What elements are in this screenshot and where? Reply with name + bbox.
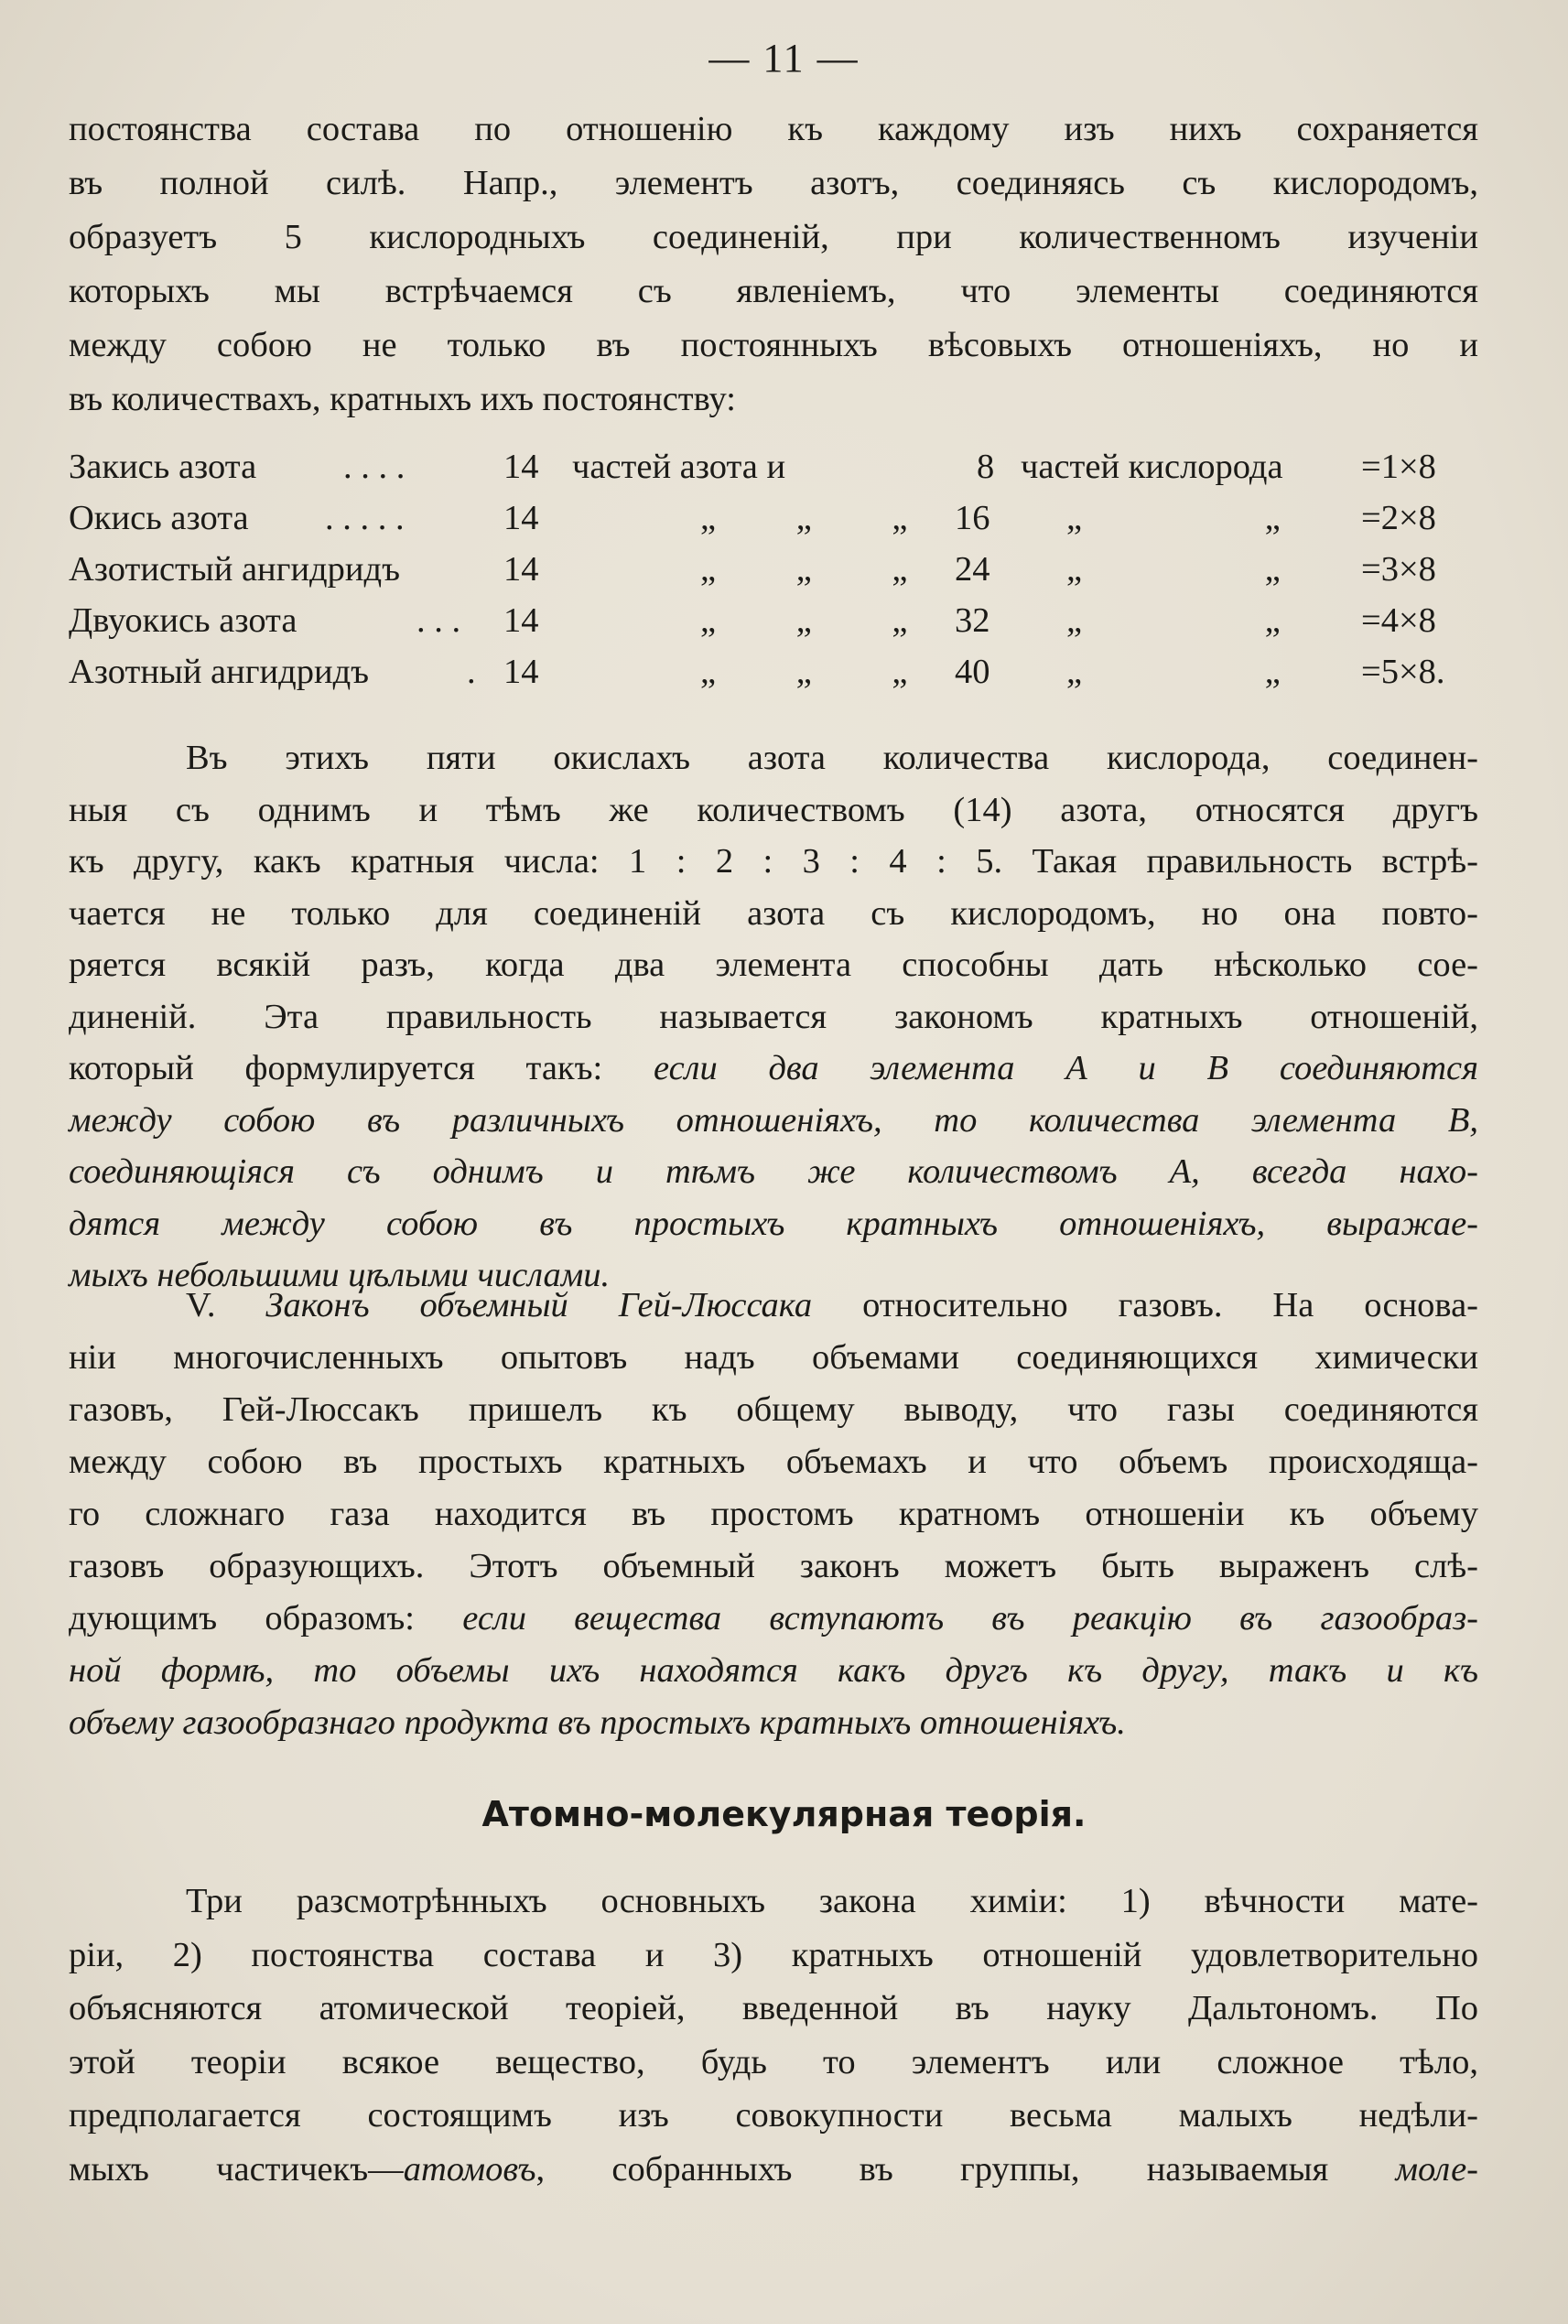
text-line: ніи многочисленныхъ опытовъ надъ объемами соединяющихся химически xyxy=(69,1338,1478,1377)
compound-name: Окись азота xyxy=(69,499,249,537)
term-atoms: атомовъ xyxy=(403,2149,536,2189)
leader-dots: . . . xyxy=(416,601,461,640)
nitrogen-parts: 14 xyxy=(503,653,539,691)
text-run: , собранныхъ въ группы, называемыя xyxy=(535,2149,1396,2189)
oxygen-parts: 32 xyxy=(955,601,990,640)
oxygen-parts: 40 xyxy=(955,653,990,691)
paragraph-multiple-proportions xyxy=(69,732,1478,1302)
leader-dots: . . . . xyxy=(343,448,406,486)
text-line: объясняются атомической теоріей, введенной въ науку Дальтономъ. По xyxy=(69,1989,1478,2027)
law-statement-line: объему газообразнаго продукта въ простыхъ кратныхъ отношеніяхъ. xyxy=(69,1703,1126,1742)
ratio: =1×8 xyxy=(1361,448,1436,486)
compound-name: Закись азота xyxy=(69,448,257,486)
section-heading: Атомно-молекулярная теорія. xyxy=(481,1794,1087,1834)
text-line: чается не только для соединеній азота съ кислородомъ, но она повто- xyxy=(69,893,1478,933)
law-statement-line: дятся между собою въ простыхъ кратныхъ отношеніяхъ, выражае- xyxy=(69,1204,1478,1243)
text-run: относительно газовъ. На основа- xyxy=(812,1286,1479,1324)
text-line: ряется всякій разъ, когда два элемента способны дать нѣсколько сое- xyxy=(69,946,1478,984)
text-run: дующимъ образомъ: xyxy=(69,1599,463,1638)
law-statement: если два элемента А и В соединяются xyxy=(653,1049,1478,1087)
text-line: газовъ образующихъ. Этотъ объемный законъ можетъ быть выраженъ слѣ- xyxy=(69,1547,1478,1585)
text-line: между собою въ простыхъ кратныхъ объемахъ и что объемъ происходяща- xyxy=(69,1443,1478,1481)
text-line: къ другу, какъ кратныя числа: 1 : 2 : 3 : 4 : 5. Такая правильность встрѣ- xyxy=(69,842,1478,881)
nitrogen-parts: 14 xyxy=(503,499,539,537)
page-number: — 11 — xyxy=(708,36,860,81)
leader-dots: . . . . . xyxy=(325,499,405,537)
ratio: =2×8 xyxy=(1361,499,1436,537)
text-line: предполагается состоящимъ изъ совокупности весьма малыхъ недѣли- xyxy=(69,2096,1478,2135)
text-line: Въ этихъ пяти окислахъ азота количества кислорода, соединен- xyxy=(186,739,1478,777)
oxygen-parts: 16 xyxy=(955,499,990,537)
text-line: постоянства состава по отношенію къ каждому изъ нихъ сохраняется xyxy=(69,110,1478,148)
text-line: въ количествахъ, кратныхъ ихъ постоянству: xyxy=(69,380,736,418)
unit-label: частей азота и xyxy=(572,448,786,486)
law-statement-line: мыхъ небольшими цѣлыми числами. xyxy=(69,1256,611,1294)
text-run: V. xyxy=(186,1286,266,1324)
ditto-marks: „ „ xyxy=(1066,601,1281,640)
text-run: мыхъ частичекъ— xyxy=(69,2149,404,2189)
oxygen-parts: 8 xyxy=(977,448,995,486)
compound-name: Двуокись азота xyxy=(69,601,297,640)
text-line: образуетъ 5 кислородныхъ соединеній, при количественномъ изученіи xyxy=(69,218,1478,256)
ditto-marks: „ „ xyxy=(1066,499,1281,537)
text-line: между собою не только въ постоянныхъ вѣсовыхъ отношеніяхъ, но и xyxy=(69,326,1478,364)
text-line: ріи, 2) постоянства состава и 3) кратныхъ отношеній удовлетворительно xyxy=(69,1935,1478,1974)
oxygen-parts: 24 xyxy=(955,550,990,589)
text-line: которыхъ мы встрѣчаемся съ явленіемъ, что элементы соединяются xyxy=(69,272,1478,310)
law-title: Законъ объемный Гей-Люссака xyxy=(265,1286,813,1324)
ditto-marks: „ „ „ xyxy=(700,499,908,537)
paragraph-atomic-theory xyxy=(69,1875,1478,2196)
paragraph-intro xyxy=(69,103,1478,427)
law-statement-line: соединяющіяся съ однимъ и тѣмъ же количествомъ А, всегда нахо- xyxy=(69,1152,1478,1191)
nitrogen-parts: 14 xyxy=(503,601,539,640)
text-line xyxy=(69,2143,1478,2197)
term-molecules: моле- xyxy=(1395,2149,1478,2189)
compound-name: Азотный ангидридъ xyxy=(69,653,370,691)
text-line xyxy=(69,1043,1478,1095)
ratio: =5×8. xyxy=(1361,653,1445,691)
text-line xyxy=(69,1593,1478,1645)
nitrogen-parts: 14 xyxy=(503,550,539,589)
text-line: въ полной силѣ. Напр., элементъ азотъ, соединяясь съ кислородомъ, xyxy=(69,164,1478,202)
text-run: который формулируется такъ: xyxy=(69,1049,654,1087)
unit-label: частей кислорода xyxy=(1021,448,1283,486)
text-line xyxy=(69,1280,1478,1332)
text-line: диненій. Эта правильность называется закономъ кратныхъ отношеній, xyxy=(69,997,1478,1036)
text-line: ныя съ однимъ и тѣмъ же количествомъ (14) азота, относятся другъ xyxy=(69,790,1478,829)
text-line: этой теоріи всякое вещество, будь то элементъ или сложное тѣло, xyxy=(69,2042,1478,2081)
ratio: =4×8 xyxy=(1361,601,1436,640)
nitrogen-parts: 14 xyxy=(503,448,539,486)
ditto-marks: „ „ „ xyxy=(700,601,908,640)
ditto-marks: „ „ „ xyxy=(700,550,908,589)
law-statement: если вещества вступаютъ въ реакцію въ газообраз- xyxy=(462,1599,1478,1638)
ditto-marks: „ „ xyxy=(1066,653,1281,691)
text-line: го сложнаго газа находится въ простомъ кратномъ отношеніи къ объему xyxy=(69,1495,1478,1533)
paragraph-gay-lussac xyxy=(69,1280,1478,1749)
leader-dots: . xyxy=(467,653,476,691)
ditto-marks: „ „ xyxy=(1066,550,1281,589)
ratio: =3×8 xyxy=(1361,550,1436,589)
ditto-marks: „ „ „ xyxy=(700,653,908,691)
law-statement-line: между собою въ различныхъ отношеніяхъ, то количества элемента В, xyxy=(69,1100,1478,1140)
compound-name: Азотистый ангидридъ xyxy=(69,550,400,589)
law-statement-line: ной формѣ, то объемы ихъ находятся какъ другъ къ другу, такъ и къ xyxy=(69,1651,1478,1690)
text-line: Три разсмотрѣнныхъ основныхъ закона химіи: 1) вѣчности мате- xyxy=(186,1882,1478,1920)
text-line: газовъ, Гей-Люссакъ пришелъ къ общему выводу, что газы соединяются xyxy=(69,1390,1478,1429)
